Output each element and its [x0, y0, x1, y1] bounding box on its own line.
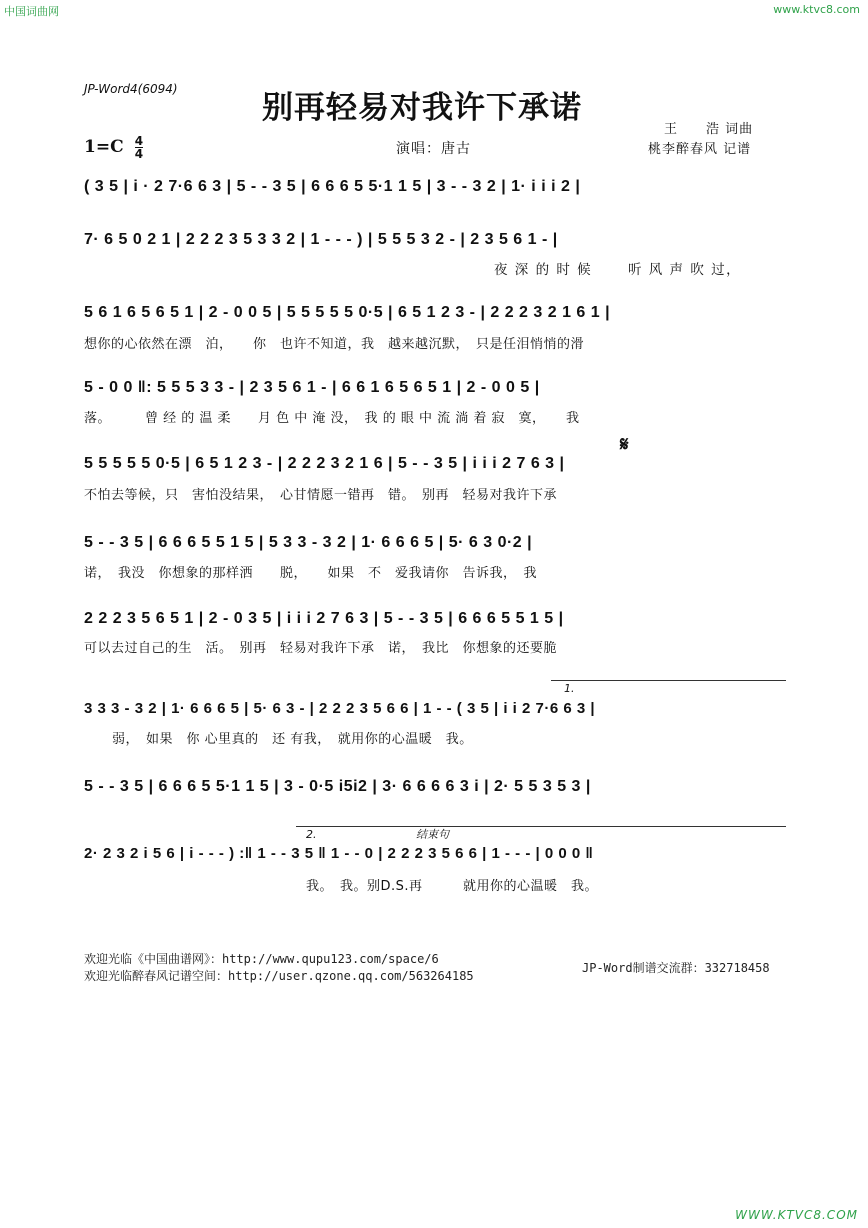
watermark-top-left: 中国词曲网 — [4, 5, 59, 18]
footer-link-qupu[interactable]: 欢迎光临《中国曲谱网》：http://www.qupu123.com/space/6 — [84, 952, 439, 966]
system-2-notes: 7· 6 5 0 2 1 | 2 2 2 3 5 3 3 2 | 1 - - - ) | 5 5 5 3 2 - | 2 3 5 6 1 - | — [84, 231, 558, 248]
system-6-notes: 5 - - 3 5 | 6 6 6 5 5 1 5 | 5 3 3 - 3 2 | 1· 6 6 6 5 | 5· 6 3 0·2 | — [84, 534, 533, 551]
system-10-lyrics: 我。 我。别D.S.再 就用你的心温暖 我。 — [306, 879, 599, 894]
system-8-notes: 3 3 3 - 3 2 | 1· 6 6 6 5 | 5· 6 3 - | 2 2 2 3 5 6 6 | 1 - - ( 3 5 | i i 2 7·6 6 3 | — [84, 700, 596, 717]
time-signature — [135, 135, 143, 160]
system-3-lyrics: 想你的心依然在漂 泊， 你 也许不知道，我 越来越沉默， 只是任泪悄悄的滑 — [84, 337, 585, 352]
coda-label: 结束句 — [416, 828, 449, 841]
time-numerator: 4 — [134, 134, 144, 148]
system-4-lyrics: 落。 曾 经 的 温 柔 月 色 中 淹 没， 我 的 眼 中 流 淌 着 寂 寞， 我 — [84, 411, 580, 426]
volta-1-label: 1. — [564, 682, 575, 695]
system-9-notes: 5 - - 3 5 | 6 6 6 5 5·1 1 5 | 3 - 0·5 i5i2 | 3· 6 6 6 6 3 i | 2· 5 5 3 5 3 | — [84, 778, 591, 795]
segno-sign-icon: 𝄋 — [620, 432, 629, 456]
watermark-top-right: www.ktvc8.com — [773, 3, 860, 16]
system-4-notes: 5 - 0 0 ‖: 5 5 5 3 3 - | 2 3 5 6 1 - | 6 6 1 6 5 6 5 1 | 2 - 0 0 5 | — [84, 379, 540, 396]
footer-group: JP-Word制谱交流群：332718458 — [582, 961, 770, 975]
system-6-lyrics: 诺， 我没 你想象的那样洒 脱， 如果 不 爱我请你 告诉我， 我 — [84, 566, 538, 581]
volta-1-bracket — [551, 680, 786, 682]
system-5-notes: 5 5 5 5 5 0·5 | 6 5 1 2 3 - | 2 2 2 3 2 1 6 | 5 - - 3 5 | i i i 2 7 6 3 | — [84, 455, 565, 472]
time-denominator: 4 — [134, 147, 144, 161]
watermark-bottom-right: WWW.KTVC8.COM — [735, 1208, 858, 1222]
system-5-lyrics: 不怕去等候，只 害怕没结果， 心甘情愿一错再 错。 别再 轻易对我许下承 — [84, 488, 558, 503]
system-10-notes: 2· 2 3 2 i 5 6 | i - - - ) :‖ 1 - - 3 5 ‖ 1 - - 0 | 2 2 2 3 5 6 6 | 1 - - - | 0 0 0 ‖ — [84, 845, 594, 862]
software-label: JP-Word4(6094) — [84, 82, 178, 96]
system-7-lyrics: 可以去过自己的生 活。 别再 轻易对我许下承 诺， 我比 你想象的还要脆 — [84, 641, 558, 656]
key-label: 1=C — [84, 137, 124, 157]
key-signature — [84, 135, 143, 160]
footer-link-qzone[interactable]: 欢迎光临醉春风记谱空间：http://user.qzone.qq.com/563264185 — [84, 969, 474, 983]
volta-2-bracket — [296, 826, 786, 828]
system-8-lyrics: 弱， 如果 你 心里真的 还 有我， 就用你的心温暖 我。 — [112, 732, 473, 747]
system-7-notes: 2 2 2 3 5 6 5 1 | 2 - 0 3 5 | i i i 2 7 6 3 | 5 - - 3 5 | 6 6 6 5 5 1 5 | — [84, 610, 564, 627]
song-title: 别再轻易对我许下承诺 — [262, 90, 582, 126]
system-1-notes: ( 3 5 | i · 2 7·6 6 3 | 5 - - 3 5 | 6 6 6 5 5·1 1 5 | 3 - - 3 2 | 1· i i i 2 | — [84, 178, 581, 195]
composer-credit: 王 浩 词曲 — [664, 122, 754, 137]
transcriber-credit: 桃李醉春风 记谱 — [648, 142, 752, 157]
system-2-lyrics: 夜 深 的 时 候 听 风 声 吹 过， — [494, 262, 742, 278]
system-3-notes: 5 6 1 6 5 6 5 1 | 2 - 0 0 5 | 5 5 5 5 5 0·5 | 6 5 1 2 3 - | 2 2 2 3 2 1 6 1 | — [84, 304, 611, 321]
volta-2-label: 2. — [306, 828, 317, 841]
singer-credit: 演唱：唐古 — [396, 141, 471, 157]
